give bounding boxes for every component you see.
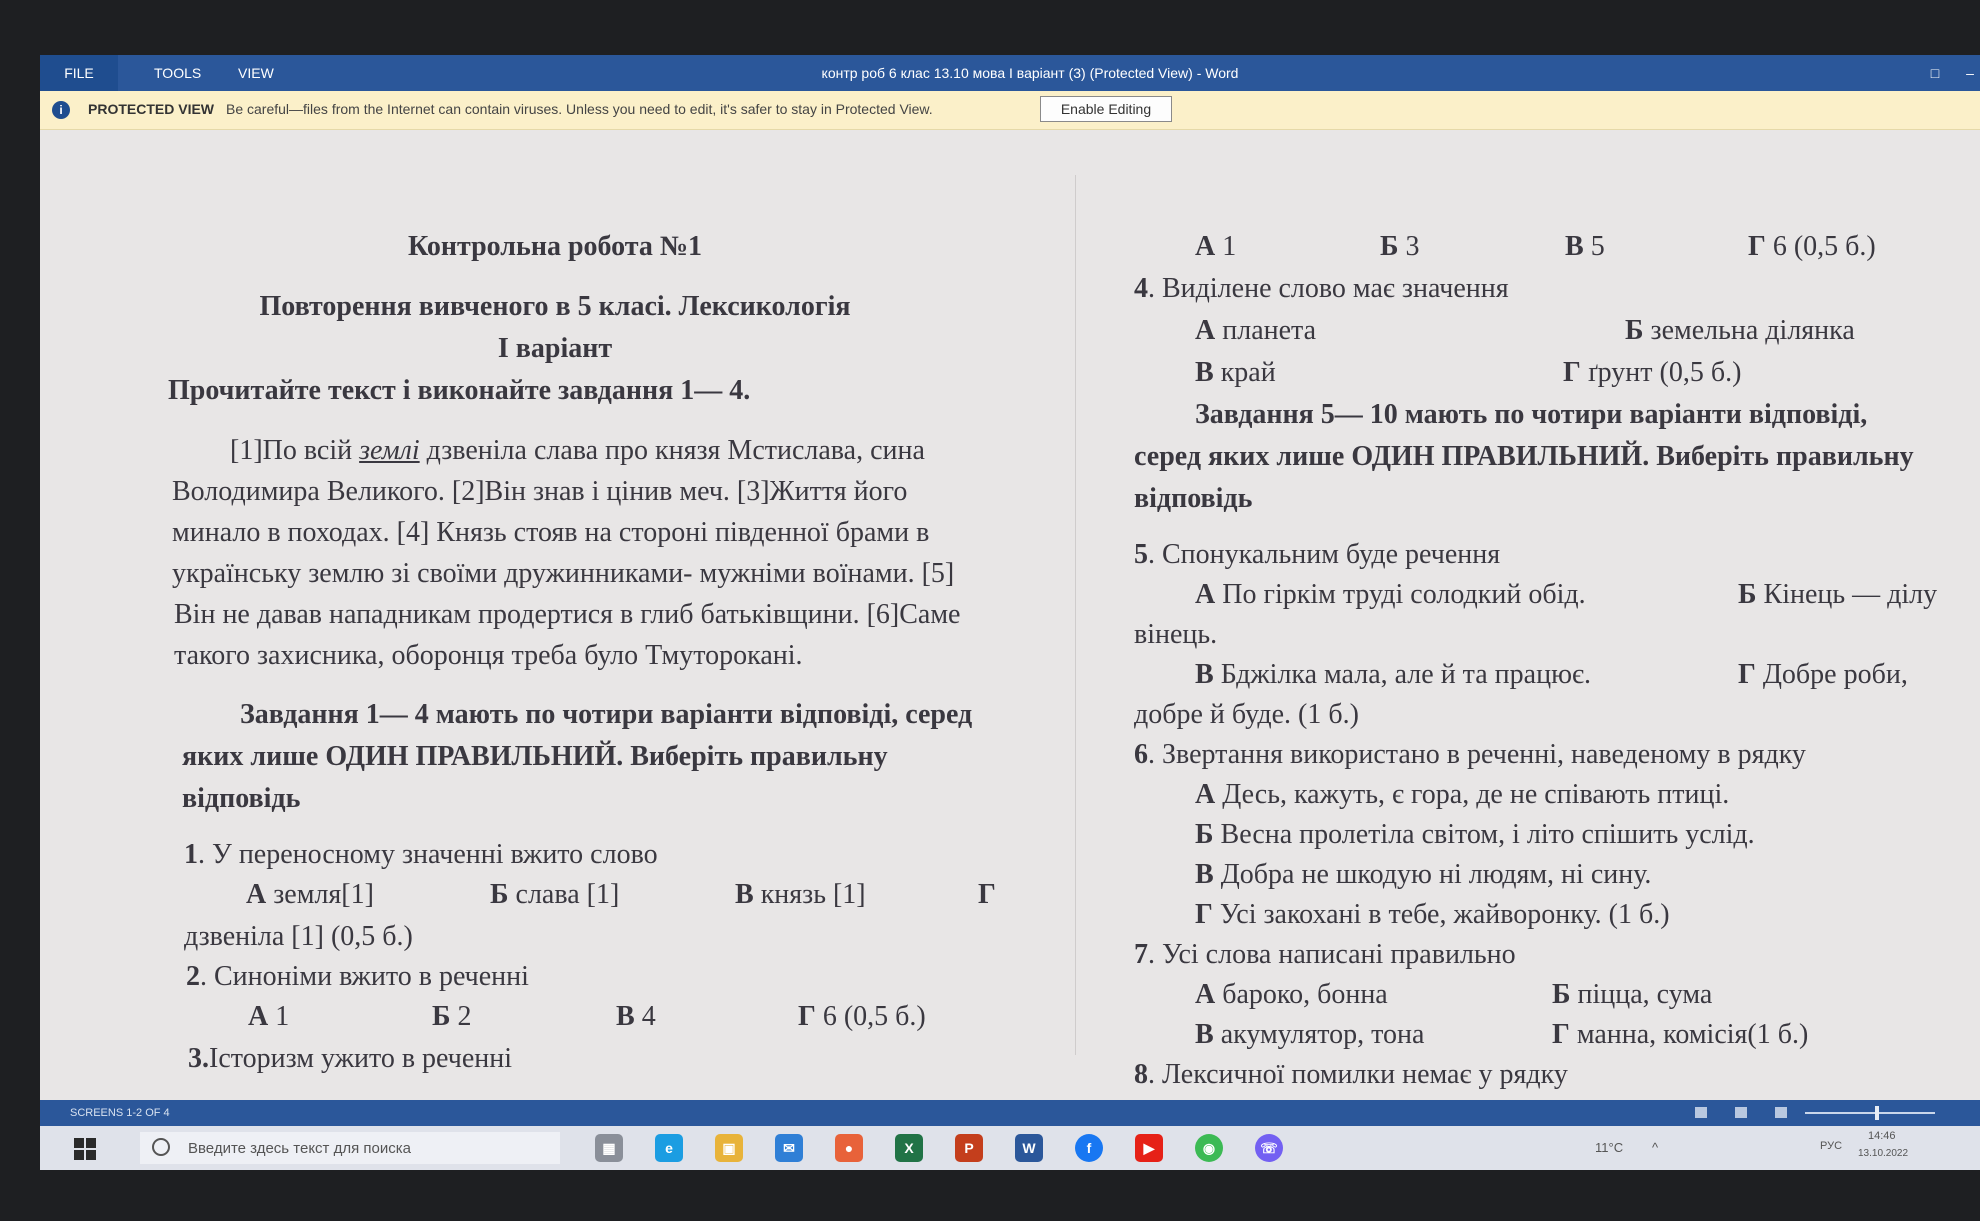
- highlighted-word: землі: [359, 435, 420, 466]
- powerpoint-icon[interactable]: P: [955, 1134, 983, 1162]
- q1-option-c: В князь [1]: [735, 879, 866, 910]
- zoom-slider-thumb[interactable]: [1875, 1106, 1879, 1120]
- mail-icon[interactable]: ✉: [775, 1134, 803, 1162]
- question-1: 1. У переносному значенні вжито слово: [184, 839, 658, 870]
- task-intro-line-1: Завдання 1— 4 мають по чотири варіанти відповіді, серед: [240, 699, 973, 730]
- viber-icon[interactable]: ☏: [1255, 1134, 1283, 1162]
- read-mode-icon[interactable]: [1695, 1107, 1707, 1118]
- title-bar: [40, 55, 1980, 91]
- text-line-3: минало в походах. [4] Князь стояв на стороні південної брами в: [172, 517, 930, 548]
- column-divider: [1075, 175, 1076, 1055]
- q7-option-b: Б піцца, сума: [1552, 979, 1713, 1010]
- youtube-icon[interactable]: ▶: [1135, 1134, 1163, 1162]
- file-explorer-icon[interactable]: ▣: [715, 1134, 743, 1162]
- q2-option-a: А 1: [248, 1001, 290, 1032]
- chrome-icon[interactable]: ◉: [1195, 1134, 1223, 1162]
- taskbar-search-placeholder: Введите здесь текст для поиска: [188, 1140, 411, 1157]
- q6-option-a: А Десь, кажуть, є гора, де не співають птиці.: [1195, 779, 1730, 810]
- q3-option-b: Б 3: [1380, 231, 1420, 262]
- q5-option-a: А По гіркім труді солодкий обід.: [1195, 579, 1586, 610]
- question-4: 4. Виділене слово має значення: [1134, 273, 1509, 304]
- protected-view-label: PROTECTED VIEW: [88, 101, 215, 117]
- task-view-icon[interactable]: ▦: [595, 1134, 623, 1162]
- task-intro-2-line-1: Завдання 5— 10 мають по чотири варіанти відповіді,: [1195, 399, 1868, 430]
- word-window: [40, 55, 1980, 1170]
- taskbar-search-box[interactable]: [140, 1132, 560, 1164]
- question-7: 7. Усі слова написані правильно: [1134, 939, 1516, 970]
- document-page[interactable]: [40, 130, 1980, 1100]
- text-line-4: українську землю зі своїми дружинниками- мужніми воїнами. [5]: [172, 558, 955, 589]
- q7-option-a: А бароко, бонна: [1195, 979, 1388, 1010]
- q3-option-a: А 1: [1195, 231, 1237, 262]
- q6-option-d: Г Усі закохані в тебе, жайворонку. (1 б.): [1195, 899, 1670, 930]
- word-icon[interactable]: W: [1015, 1134, 1043, 1162]
- weather-temp[interactable]: 11°C: [1595, 1140, 1624, 1155]
- menu-file[interactable]: FILE: [40, 55, 118, 91]
- q2-option-d: Г 6 (0,5 б.): [798, 1001, 926, 1032]
- zoom-slider[interactable]: [1805, 1112, 1935, 1114]
- excel-icon[interactable]: X: [895, 1134, 923, 1162]
- question-5: 5. Спонукальним буде речення: [1134, 539, 1501, 570]
- question-2: 2. Синоніми вжито в реченні: [186, 961, 529, 992]
- input-language[interactable]: РУС: [1820, 1140, 1843, 1152]
- q1-option-b: Б слава [1]: [490, 879, 620, 910]
- q7-option-c: В акумулятор, тона: [1195, 1019, 1425, 1050]
- restore-icon[interactable]: □: [1930, 65, 1940, 81]
- q7-option-d: Г манна, комісія(1 б.): [1552, 1019, 1809, 1050]
- clock-time[interactable]: 14:46: [1868, 1130, 1896, 1142]
- q2-option-b: Б 2: [432, 1001, 472, 1032]
- q1-option-d-letter: Г: [978, 879, 996, 910]
- doc-title: Контрольна робота №1: [407, 231, 703, 262]
- protected-view-message: Be careful—files from the Internet can contain viruses. Unless you need to edit, it's safer to stay in Protected View.: [226, 101, 933, 117]
- question-8: 8. Лексичної помилки немає у рядку: [1134, 1059, 1568, 1090]
- search-icon: [152, 1138, 170, 1156]
- chevron-up-icon[interactable]: ^: [1652, 1140, 1659, 1155]
- doc-subtitle: Повторення вивченого в 5 класі. Лексикологія: [259, 291, 851, 322]
- page-count: SCREENS 1-2 OF 4: [70, 1107, 170, 1119]
- q5-option-b: Б Кінець — ділу: [1738, 579, 1938, 610]
- minimize-icon[interactable]: –: [1966, 65, 1974, 81]
- q3-option-c: В 5: [1565, 231, 1605, 262]
- status-bar: [40, 1100, 1980, 1126]
- shield-info-icon: i: [52, 101, 70, 119]
- facebook-icon[interactable]: f: [1075, 1134, 1103, 1162]
- enable-editing-button[interactable]: Enable Editing: [1040, 96, 1172, 122]
- q6-option-c: В Добра не шкодую ні людям, ні сину.: [1195, 859, 1652, 890]
- clock-date[interactable]: 13.10.2022: [1858, 1148, 1909, 1159]
- edge-icon[interactable]: e: [655, 1134, 683, 1162]
- menu-view[interactable]: VIEW: [238, 65, 274, 81]
- q6-option-b: Б Весна пролетіла світом, і літо спішить услід.: [1195, 819, 1755, 850]
- web-layout-icon[interactable]: [1775, 1107, 1787, 1118]
- windows-taskbar: [40, 1126, 1980, 1170]
- task-intro-2-line-3: відповідь: [1134, 483, 1253, 514]
- protected-view-bar: [40, 91, 1980, 130]
- q5-option-d-cont: добре й буде. (1 б.): [1134, 699, 1359, 730]
- task-intro-line-2: яких лише ОДИН ПРАВИЛЬНИЙ. Виберіть правильну: [182, 741, 888, 772]
- window-title: контр роб 6 клас 13.10 мова І варіант (3) (Protected View) - Word: [821, 65, 1239, 81]
- task-intro-2-line-2: серед яких лише ОДИН ПРАВИЛЬНИЙ. Виберіть правильну: [1134, 441, 1914, 472]
- text-line-6: такого захисника, оборонця треба було Тмуторокані.: [174, 640, 803, 671]
- q4-option-b: Б земельна ділянка: [1625, 315, 1855, 346]
- q2-option-c: В 4: [616, 1001, 656, 1032]
- doc-variant: І варіант: [497, 333, 613, 364]
- menu-tools[interactable]: TOOLS: [154, 65, 202, 81]
- q3-option-d: Г 6 (0,5 б.): [1748, 231, 1876, 262]
- q1-option-d-text: дзвеніла [1] (0,5 б.): [184, 921, 413, 952]
- q5-option-d: Г Добре роби,: [1738, 659, 1908, 690]
- doc-instruction: Прочитайте текст і виконайте завдання 1— 4.: [168, 375, 751, 406]
- q1-option-a: А земля[1]: [246, 879, 374, 910]
- q5-option-c: В Бджілка мала, але й та працює.: [1195, 659, 1592, 690]
- windows-start-icon[interactable]: [74, 1138, 96, 1160]
- text-line-1: [1]По всій землі дзвеніла слава про князя Мстислава, сина: [230, 435, 925, 466]
- text-line-5: Він не давав нападникам продертися в глиб батьківщини. [6]Саме: [174, 599, 961, 630]
- question-6: 6. Звертання використано в реченні, наведеному в рядку: [1134, 739, 1806, 770]
- text-line-2: Володимира Великого. [2]Він знав і цінив меч. [3]Життя його: [172, 476, 908, 507]
- firefox-icon[interactable]: ●: [835, 1134, 863, 1162]
- q4-option-a: А планета: [1195, 315, 1317, 346]
- task-intro-line-3: відповідь: [182, 783, 301, 814]
- print-layout-icon[interactable]: [1735, 1107, 1747, 1118]
- q5-option-b-cont: вінець.: [1134, 619, 1218, 650]
- q4-option-d: Г ґрунт (0,5 б.): [1563, 357, 1742, 388]
- q4-option-c: В край: [1195, 357, 1276, 388]
- question-3: 3.Історизм ужито в реченні: [188, 1043, 513, 1074]
